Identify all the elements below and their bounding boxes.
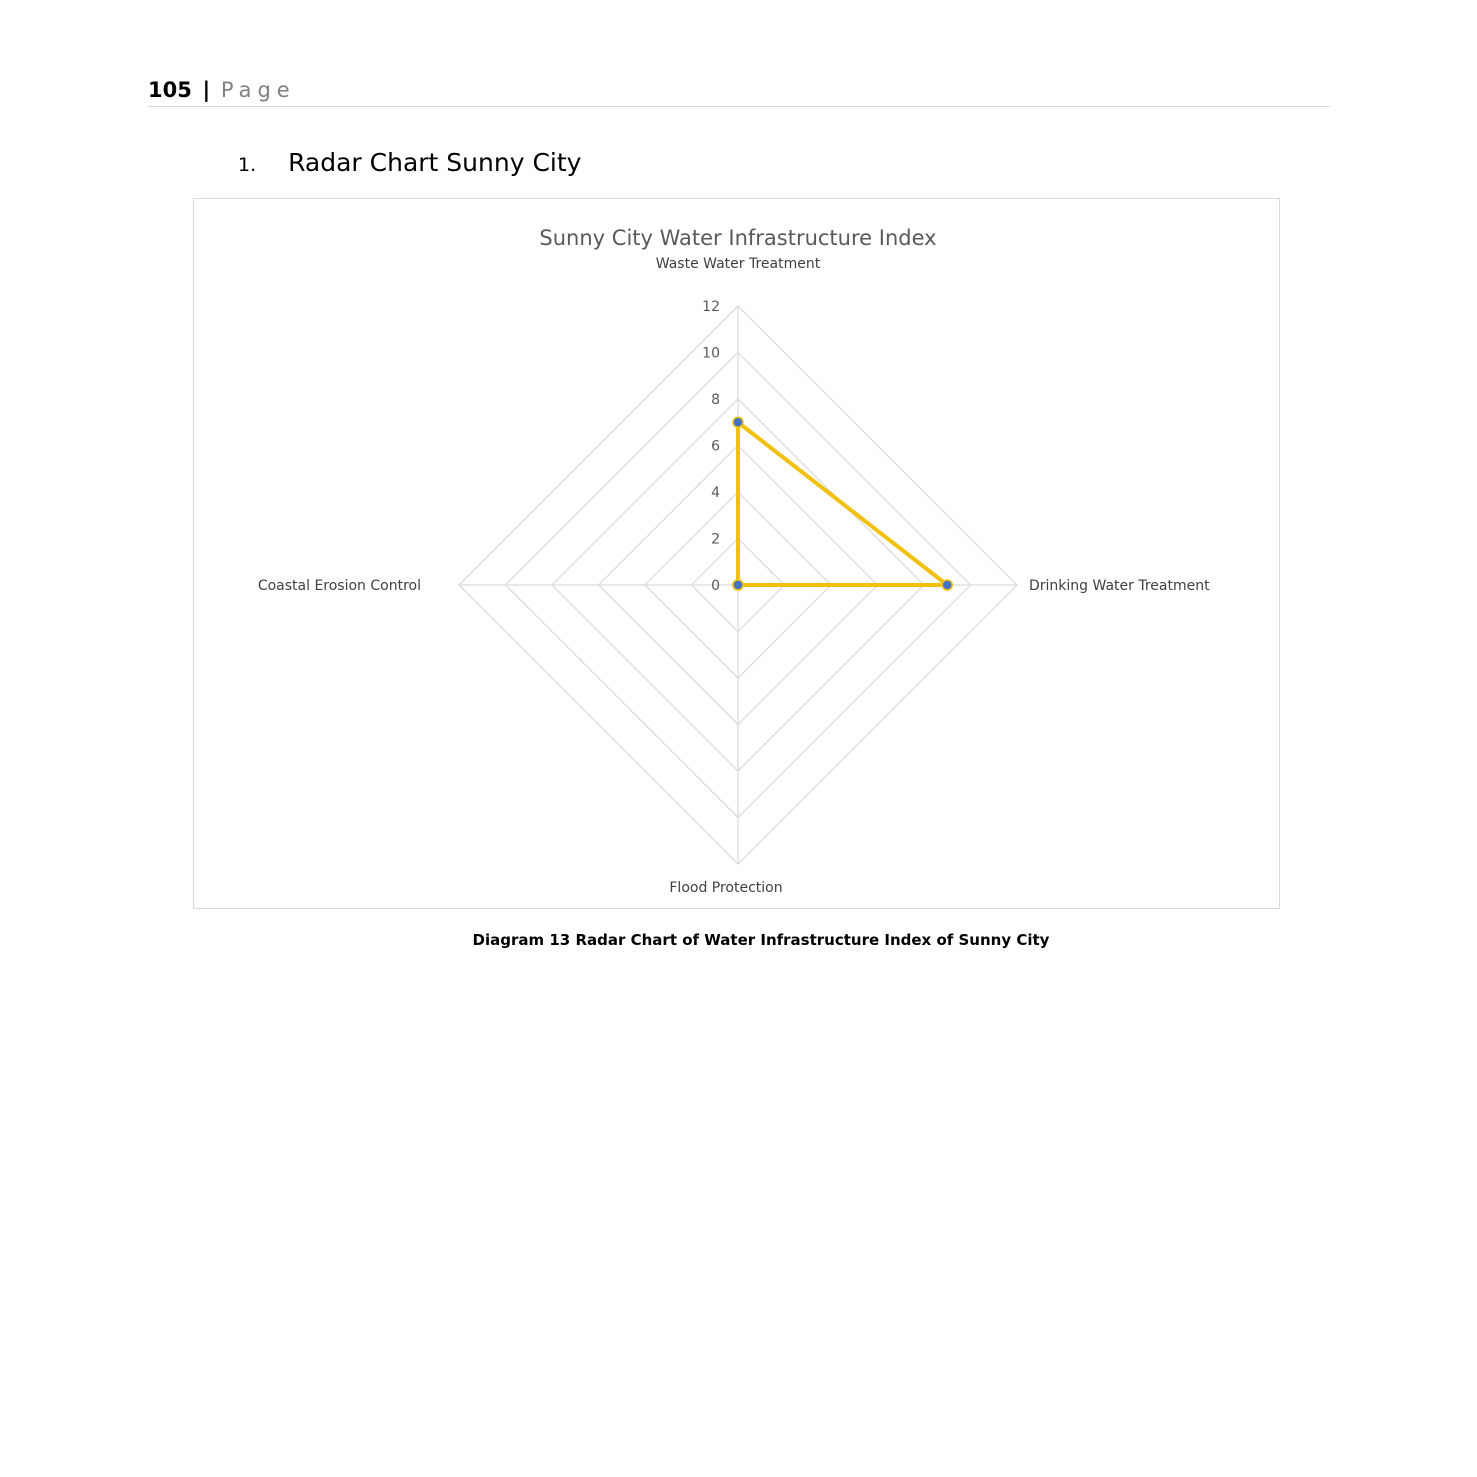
tick-label: 12 (702, 299, 720, 315)
section-number: 1. (238, 154, 257, 176)
tick-label: 6 (711, 438, 720, 455)
category-label: Coastal Erosion Control (257, 578, 421, 594)
figure-caption: Diagram 13 Radar Chart of Water Infrastructure Index of Sunny City (472, 931, 1050, 949)
tick-label: 8 (711, 392, 720, 408)
tick-label: 2 (711, 531, 720, 548)
series-line (738, 422, 947, 585)
radar-series (733, 417, 952, 590)
tick-label: 4 (711, 485, 720, 501)
section-heading (238, 148, 581, 184)
page-number: 105 (148, 78, 192, 102)
data-point (942, 580, 952, 590)
radar-chart (194, 199, 1281, 910)
category-label: Flood Protection (669, 880, 783, 896)
page-word: Page (220, 78, 296, 102)
category-label: Drinking Water Treatment (1029, 578, 1210, 594)
chart-title: Sunny City Water Infrastructure Index (539, 226, 937, 250)
chart-frame (193, 198, 1280, 909)
page-header (148, 74, 1330, 107)
tick-label: 10 (702, 345, 720, 362)
radar-category-labels (258, 256, 1210, 896)
radar-tick-labels (702, 299, 720, 594)
data-point (733, 580, 743, 590)
page-separator: | (202, 78, 211, 102)
tick-label: 0 (711, 578, 720, 594)
section-title: Radar Chart Sunny City (288, 148, 582, 177)
data-point (733, 417, 743, 427)
category-label: Waste Water Treatment (655, 256, 821, 272)
